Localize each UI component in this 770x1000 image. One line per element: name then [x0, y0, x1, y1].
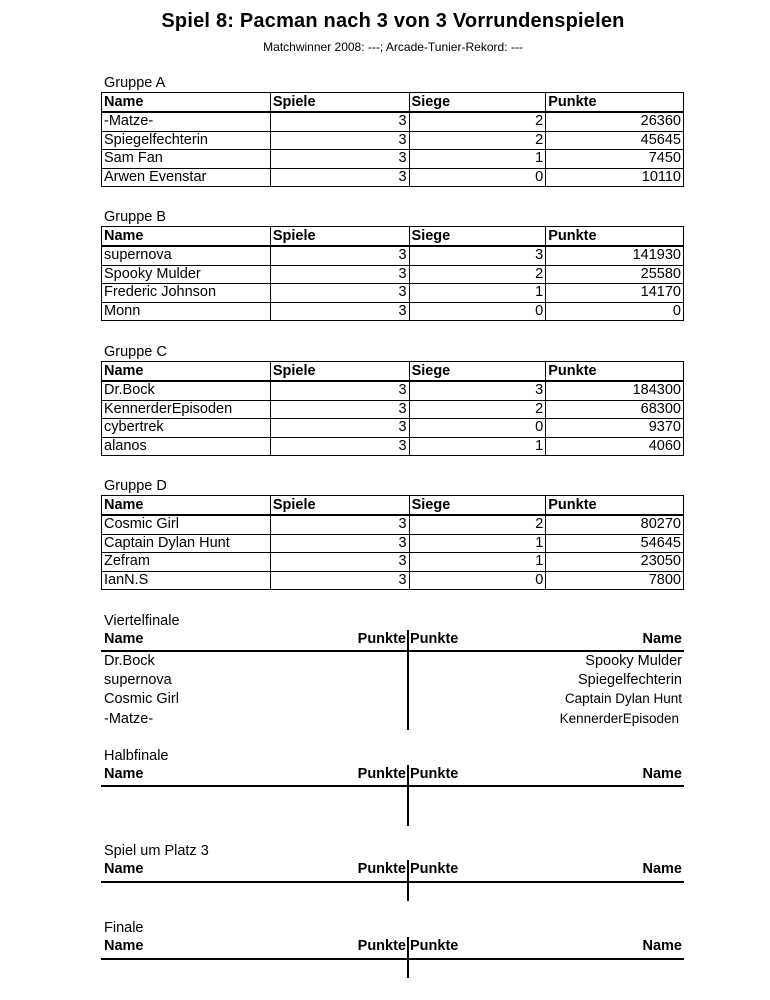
page-subtitle: Matchwinner 2008: ---; Arcade-Tunier-Rekord: --- — [263, 40, 523, 54]
cell-siege: 1 — [409, 284, 546, 303]
col-header-name: Name — [102, 362, 271, 382]
cell-punkte: 9370 — [546, 419, 684, 438]
cell-spiele: 3 — [270, 400, 409, 419]
third-place-label: Spiel um Platz 3 — [104, 843, 209, 859]
cell-name: Monn — [102, 302, 271, 321]
cell-siege: 2 — [409, 112, 546, 131]
col-header-siege: Siege — [409, 93, 546, 113]
table-row — [102, 302, 684, 321]
match-row — [101, 711, 684, 730]
cell-punkte: 26360 — [546, 112, 684, 131]
cell-spiele: 3 — [270, 419, 409, 438]
cell-punkte: 10110 — [546, 168, 684, 187]
cell-punkte: 7450 — [546, 150, 684, 169]
cell-name: Spooky Mulder — [102, 265, 271, 284]
cell-siege: 1 — [409, 437, 546, 456]
table-header-row — [102, 496, 684, 516]
cell-spiele: 3 — [270, 168, 409, 187]
match-row — [101, 691, 684, 710]
table-row — [102, 168, 684, 187]
header-name-right: Name — [642, 631, 682, 647]
cell-siege: 1 — [409, 534, 546, 553]
header-points-left: Punkte — [357, 938, 406, 954]
bracket-header — [101, 630, 684, 650]
table-row — [102, 150, 684, 169]
col-header-siege: Siege — [409, 362, 546, 382]
bracket-header — [101, 937, 684, 957]
player-left: Cosmic Girl — [104, 691, 179, 707]
col-header-spiele: Spiele — [270, 93, 409, 113]
group-b-label: Gruppe B — [104, 209, 167, 225]
header-name-right: Name — [642, 766, 682, 782]
player-right: Captain Dylan Hunt — [564, 691, 682, 706]
cell-siege: 2 — [409, 131, 546, 150]
cell-name: Cosmic Girl — [102, 515, 271, 534]
player-right: Spiegelfechterin — [578, 672, 682, 688]
header-name-right: Name — [642, 938, 682, 954]
cell-spiele: 3 — [270, 150, 409, 169]
cell-name: supernova — [102, 246, 271, 265]
divider — [407, 937, 409, 978]
divider — [101, 958, 684, 960]
cell-punkte: 7800 — [546, 571, 684, 590]
cell-name: Frederic Johnson — [102, 284, 271, 303]
cell-siege: 3 — [409, 246, 546, 265]
match-row — [101, 653, 684, 672]
col-header-siege: Siege — [409, 496, 546, 516]
quarterfinal-bracket — [101, 630, 684, 727]
cell-name: KennerderEpisoden — [102, 400, 271, 419]
quarterfinal-label: Viertelfinale — [104, 613, 180, 629]
cell-spiele: 3 — [270, 302, 409, 321]
col-header-spiele: Spiele — [270, 496, 409, 516]
header-name-left: Name — [104, 631, 144, 647]
col-header-punkte: Punkte — [546, 362, 684, 382]
cell-spiele: 3 — [270, 112, 409, 131]
table-row — [102, 381, 684, 400]
cell-spiele: 3 — [270, 131, 409, 150]
col-header-spiele: Spiele — [270, 227, 409, 247]
final-bracket — [101, 937, 684, 957]
cell-name: Dr.Bock — [102, 381, 271, 400]
cell-spiele: 3 — [270, 571, 409, 590]
group-d-table — [101, 495, 684, 590]
cell-spiele: 3 — [270, 284, 409, 303]
cell-siege: 0 — [409, 168, 546, 187]
cell-siege: 2 — [409, 515, 546, 534]
table-row — [102, 553, 684, 572]
player-left: supernova — [104, 672, 172, 688]
col-header-punkte: Punkte — [546, 496, 684, 516]
header-points-right: Punkte — [410, 938, 459, 954]
header-points-right: Punkte — [410, 861, 459, 877]
third-place-bracket — [101, 860, 684, 880]
cell-name: IanN.S — [102, 571, 271, 590]
player-left: Dr.Bock — [104, 653, 155, 669]
header-name-left: Name — [104, 861, 144, 877]
header-points-left: Punkte — [357, 766, 406, 782]
cell-punkte: 141930 — [546, 246, 684, 265]
table-row — [102, 534, 684, 553]
cell-punkte: 4060 — [546, 437, 684, 456]
table-header-row — [102, 93, 684, 113]
cell-siege: 0 — [409, 571, 546, 590]
cell-punkte: 80270 — [546, 515, 684, 534]
group-a-table — [101, 92, 684, 187]
semifinal-bracket — [101, 765, 684, 785]
group-a-label: Gruppe A — [104, 75, 166, 91]
header-name-right: Name — [642, 861, 682, 877]
cell-spiele: 3 — [270, 534, 409, 553]
table-header-row — [102, 362, 684, 382]
cell-punkte: 184300 — [546, 381, 684, 400]
table-row — [102, 265, 684, 284]
col-header-name: Name — [102, 496, 271, 516]
header-points-right: Punkte — [410, 631, 459, 647]
header-name-left: Name — [104, 938, 144, 954]
cell-name: Captain Dylan Hunt — [102, 534, 271, 553]
cell-siege: 1 — [409, 553, 546, 572]
table-row — [102, 284, 684, 303]
table-row — [102, 246, 684, 265]
cell-siege: 2 — [409, 265, 546, 284]
cell-siege: 1 — [409, 150, 546, 169]
cell-name: Spiegelfechterin — [102, 131, 271, 150]
col-header-spiele: Spiele — [270, 362, 409, 382]
cell-siege: 3 — [409, 381, 546, 400]
final-label: Finale — [104, 920, 144, 936]
bracket-header — [101, 860, 684, 880]
col-header-punkte: Punkte — [546, 93, 684, 113]
divider — [101, 881, 684, 883]
cell-spiele: 3 — [270, 515, 409, 534]
header-name-left: Name — [104, 766, 144, 782]
divider — [101, 785, 684, 787]
cell-punkte: 0 — [546, 302, 684, 321]
match-row — [101, 672, 684, 691]
player-right: KennerderEpisoden — [559, 711, 679, 726]
col-header-siege: Siege — [409, 227, 546, 247]
group-d-label: Gruppe D — [104, 478, 167, 494]
table-row — [102, 112, 684, 131]
cell-punkte: 54645 — [546, 534, 684, 553]
col-header-name: Name — [102, 93, 271, 113]
cell-punkte: 23050 — [546, 553, 684, 572]
group-c-label: Gruppe C — [104, 344, 167, 360]
divider — [407, 860, 409, 901]
cell-spiele: 3 — [270, 246, 409, 265]
cell-name: -Matze- — [102, 112, 271, 131]
table-row — [102, 437, 684, 456]
cell-siege: 0 — [409, 302, 546, 321]
cell-punkte: 68300 — [546, 400, 684, 419]
cell-punkte: 14170 — [546, 284, 684, 303]
divider — [407, 765, 409, 826]
cell-spiele: 3 — [270, 437, 409, 456]
player-right: Spooky Mulder — [585, 653, 682, 669]
cell-spiele: 3 — [270, 265, 409, 284]
cell-name: cybertrek — [102, 419, 271, 438]
cell-name: Zefram — [102, 553, 271, 572]
cell-siege: 0 — [409, 419, 546, 438]
col-header-name: Name — [102, 227, 271, 247]
group-b-table — [101, 226, 684, 321]
table-row — [102, 419, 684, 438]
table-row — [102, 400, 684, 419]
cell-name: alanos — [102, 437, 271, 456]
table-row — [102, 515, 684, 534]
col-header-punkte: Punkte — [546, 227, 684, 247]
semifinal-label: Halbfinale — [104, 748, 169, 764]
cell-name: Arwen Evenstar — [102, 168, 271, 187]
header-points-left: Punkte — [357, 631, 406, 647]
table-header-row — [102, 227, 684, 247]
cell-spiele: 3 — [270, 553, 409, 572]
player-left: -Matze- — [104, 711, 154, 727]
header-points-right: Punkte — [410, 766, 459, 782]
divider — [101, 650, 684, 652]
cell-name: Sam Fan — [102, 150, 271, 169]
header-points-left: Punkte — [357, 861, 406, 877]
cell-punkte: 25580 — [546, 265, 684, 284]
table-row — [102, 571, 684, 590]
cell-spiele: 3 — [270, 381, 409, 400]
cell-siege: 2 — [409, 400, 546, 419]
bracket-header — [101, 765, 684, 785]
cell-punkte: 45645 — [546, 131, 684, 150]
table-row — [102, 131, 684, 150]
group-c-table — [101, 361, 684, 456]
page-title: Spiel 8: Pacman nach 3 von 3 Vorrundenspielen — [161, 10, 625, 32]
